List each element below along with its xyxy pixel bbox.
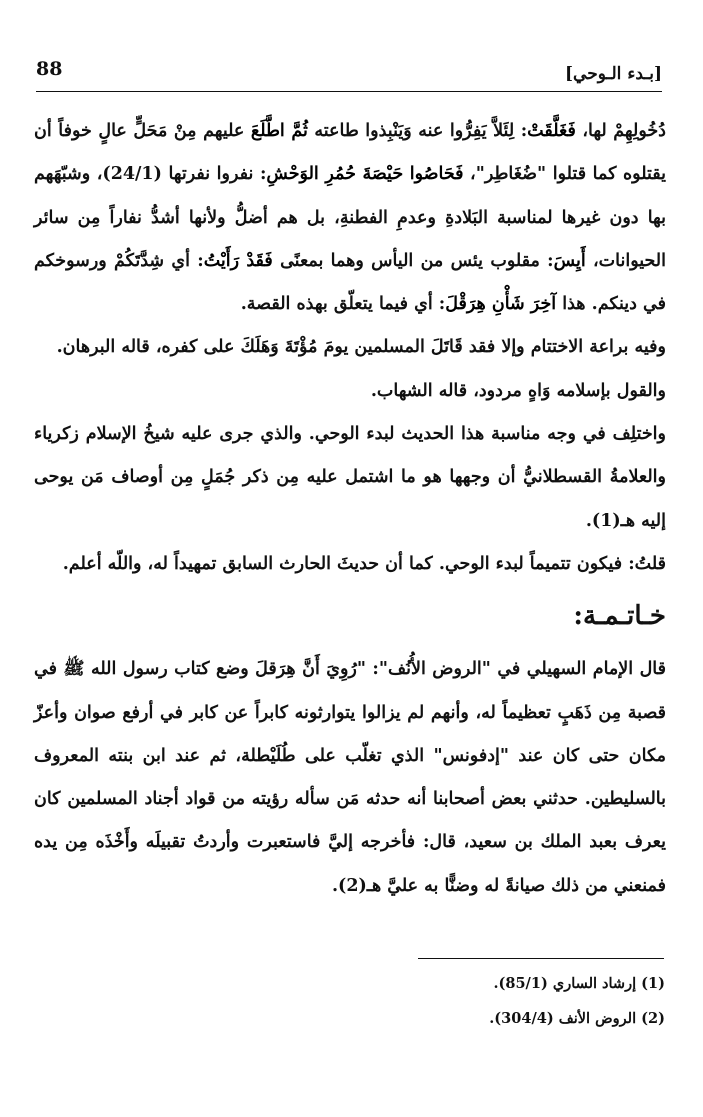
text-run: عليهم مِنْ مَحَلٍّ عالٍ خوفاً أن يقتلوه كما قتلوا "ضُغَاطِر"، (34, 121, 666, 185)
text-run: : أي فيما يتعلّق بهذه القصة. (240, 294, 446, 315)
quoted-word: ثُمَّ اطَّلَعَ (250, 121, 308, 141)
quoted-word: آخِرَ شَأْنِ هِرَقْلَ (445, 294, 557, 315)
header-divider (36, 91, 662, 92)
paragraph-2: وفيه براعة الاختتام وإلا فقد قَاتَلَ المسلمين يومَ مُؤْتَةَ وَهَلَكَ على كفره، قاله البرهان. (56, 337, 666, 358)
footnotes (365, 966, 665, 1036)
footnote-1: (1) إرشاد الساري (85/1). (493, 975, 665, 992)
main-text (34, 110, 666, 908)
footnote-2: (2) الروض الأنف (304/4). (489, 1010, 665, 1027)
paragraph-6: قال الإمام السهيلي في "الروض الأُنُف": "رُوِيَ أَنَّ هِرَقلَ وضع كتاب رسول الله ﷺ في قصبة مِن ذَهَبٍ تعظيماً له، وأنهم لم يزالوا يتوارثونه كابراً عن كابر في أرفع صوان وأعزّ مكان حتى كان عند "إدفونس" الذي تغلّب على طُلَيْطلة، ثم عند ابن بنته المعروف بالسليطين. حدثني بعض أصحابنا أنه حدثه مَن سأله رؤيته من قواد أجناد المسلمين كان يعرف بعبد الملك بن سعيد، قال: فأخرجه إليَّ فاستعبرت وأردتُ تقبيلَه وأَخْذَه مِن يده فمنعني من ذلك صيانةً له وضنًّا به عليَّ هـ(2). (34, 659, 666, 896)
text-run: : أي شِدَّتَكُمْ ورسوخكم في دينكم. هذا (34, 250, 666, 315)
text-run: : فيكون تتميماً لبدء الوحي. كما أن حديثَ الحارث السابق تمهيداً له، واللّه أعلم. (62, 553, 635, 574)
page-number: 88 (36, 58, 63, 80)
paragraph-1 (34, 110, 666, 326)
text-run: : مقلوب يئس من اليأس وهما بمعنًى (272, 250, 554, 271)
text-run: : لِئَلاَّ يَفِرُّوا عنه وَيَنْبِذوا طاعته (307, 121, 528, 141)
lead-word: قلتُ (634, 553, 666, 574)
text-run: دُخُولِهِمْ لها، (575, 121, 666, 141)
footnote-divider (418, 958, 664, 959)
text-run: : نفروا نفرتها (24/1)، وشبّهَهم بها دون غيرها لمناسبة البَلادةِ وعدمِ الفطنةِ، بل هم أضلُّ ولأنها أشدُّ نفاراً مِن سائر الحيوانات، (34, 164, 667, 271)
quoted-word: فَحَاصُوا حَيْصَةَ حُمُرِ الوَحْشِ (266, 164, 464, 185)
running-title: [بـدء الـوحي] (565, 64, 662, 84)
quoted-word: أَيِسَ (553, 250, 586, 271)
section-heading: خـاتـمـة: (573, 601, 666, 632)
page-header (36, 58, 662, 98)
paragraph-5 (34, 543, 666, 586)
paragraph-3: والقول بإسلامه وَاهٍ مردود، قاله الشهاب. (370, 380, 666, 401)
quoted-word: فَغَلَّقَتْ (527, 121, 576, 141)
paragraph-4: واختلِف في وجه مناسبة هذا الحديث لبدء الوحي. والذي جرى عليه شيخُ الإسلام زكرياء والعلامةُ القسطلانيُّ أن وجهها هو ما اشتمل عليه مِن ذكر جُمَلٍ مِن أوصاف مَن يوحى إليه هـ(1). (34, 424, 666, 531)
quoted-word: فَقَدْ رَأَيْتُ (203, 250, 273, 271)
